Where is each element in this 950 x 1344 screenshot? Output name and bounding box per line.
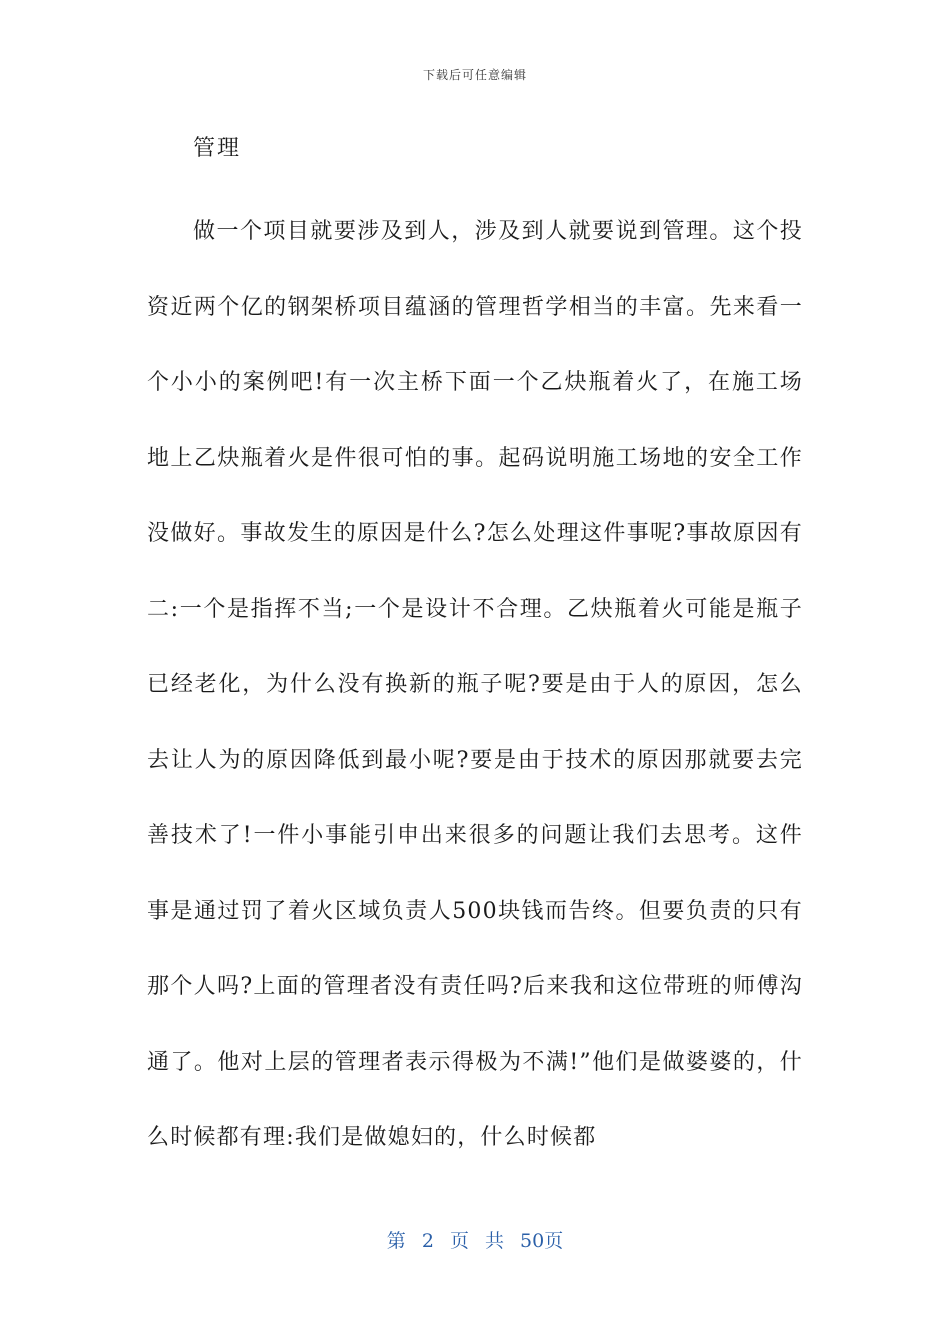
document-paragraph: 做一个项目就要涉及到人，涉及到人就要说到管理。这个投资近两个亿的钢架桥项目蕴涵的管理哲学相当的丰富。先来看一个小小的案例吧!有一次主桥下面一个乙炔瓶着火了，在施工场地上乙炔瓶着火是件很可怕的事。起码说明施工场地的安全工作没做好。事故发生的原因是什么?怎么处理这件事呢?事故原因有二:一个是指挥不当;一个是设计不合理。乙炔瓶着火可能是瓶子已经老化，为什么没有换新的瓶子呢?要是由于人的原因，怎么去让人为的原因降低到最小呢?要是由于技术的原因那就要去完善技术了!一件小事能引申出来很多的问题让我们去思考。这件事是通过罚了着火区域负责人500块钱而告终。但要负责的只有那个人吗?上面的管理者没有责任吗?后来我和这位带班的师傅沟通了。他对上层的管理者表示得极为不满!”他们是做婆婆的，什么时候都有理:我们是做媳妇的，什么时候都 [147, 219, 803, 1150]
page-number: 第 2 页 共 50页 [386, 1230, 564, 1252]
document-title: 管理 [193, 136, 242, 161]
page-header-note: 下载后可任意编辑 [422, 68, 527, 82]
